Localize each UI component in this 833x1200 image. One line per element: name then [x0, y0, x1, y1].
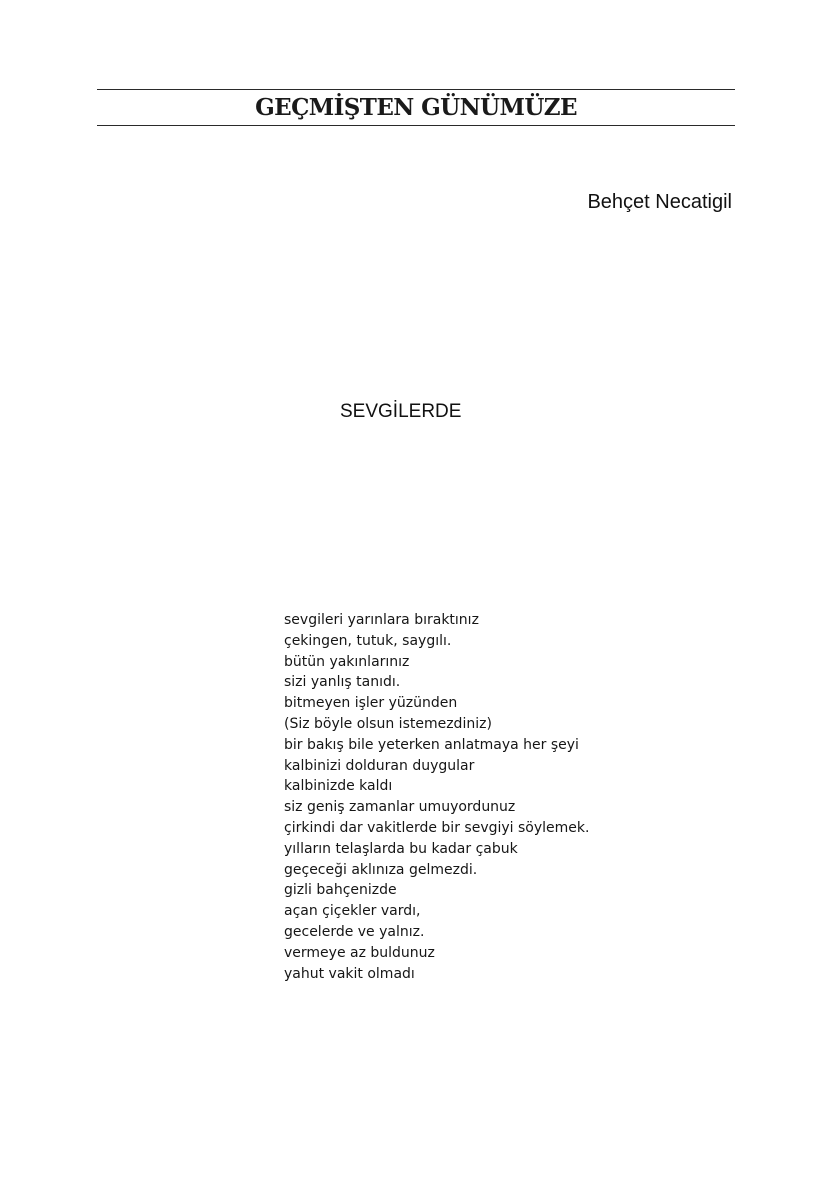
header-top-rule [97, 89, 735, 90]
header-bottom-rule [97, 125, 735, 126]
poem-line: kalbinizde kaldı [284, 778, 393, 795]
poem-line: açan çiçekler vardı, [284, 903, 421, 920]
section-header: GEÇMİŞTEN GÜNÜMÜZE [255, 94, 577, 121]
poem-line: vermeye az buldunuz [284, 944, 435, 961]
poem-line: geçeceği aklınıza gelmezdi. [284, 861, 478, 878]
poem-title: SEVGİLERDE [340, 401, 462, 422]
poem-line: bütün yakınlarınız [284, 653, 410, 670]
poem-line: gecelerde ve yalnız. [284, 923, 425, 940]
poem-line: yılların telaşlarda bu kadar çabuk [284, 840, 518, 857]
poem-line: kalbinizi dolduran duygular [284, 757, 475, 774]
poem-line: sevgileri yarınlara bıraktınız [284, 612, 479, 628]
poem-line: siz geniş zamanlar umuyordunuz [284, 799, 516, 816]
poem-line: sizi yanlış tanıdı. [284, 674, 401, 691]
poem-line: bitmeyen işler yüzünden [284, 695, 458, 712]
poem-line: yahut vakit olmadı [284, 965, 415, 982]
poem-line: çirkindi dar vakitlerde bir sevgiyi söylemek. [284, 819, 590, 836]
poem-line: çekingen, tutuk, saygılı. [284, 632, 452, 649]
poem-body [284, 610, 589, 984]
poem-line: gizli bahçenizde [284, 882, 397, 899]
poem-line: bir bakış bile yeterken anlatmaya her şeyi [284, 736, 579, 753]
poem-line: (Siz böyle olsun istemezdiniz) [284, 715, 492, 732]
author-name: Behçet Necatigil [587, 191, 732, 213]
